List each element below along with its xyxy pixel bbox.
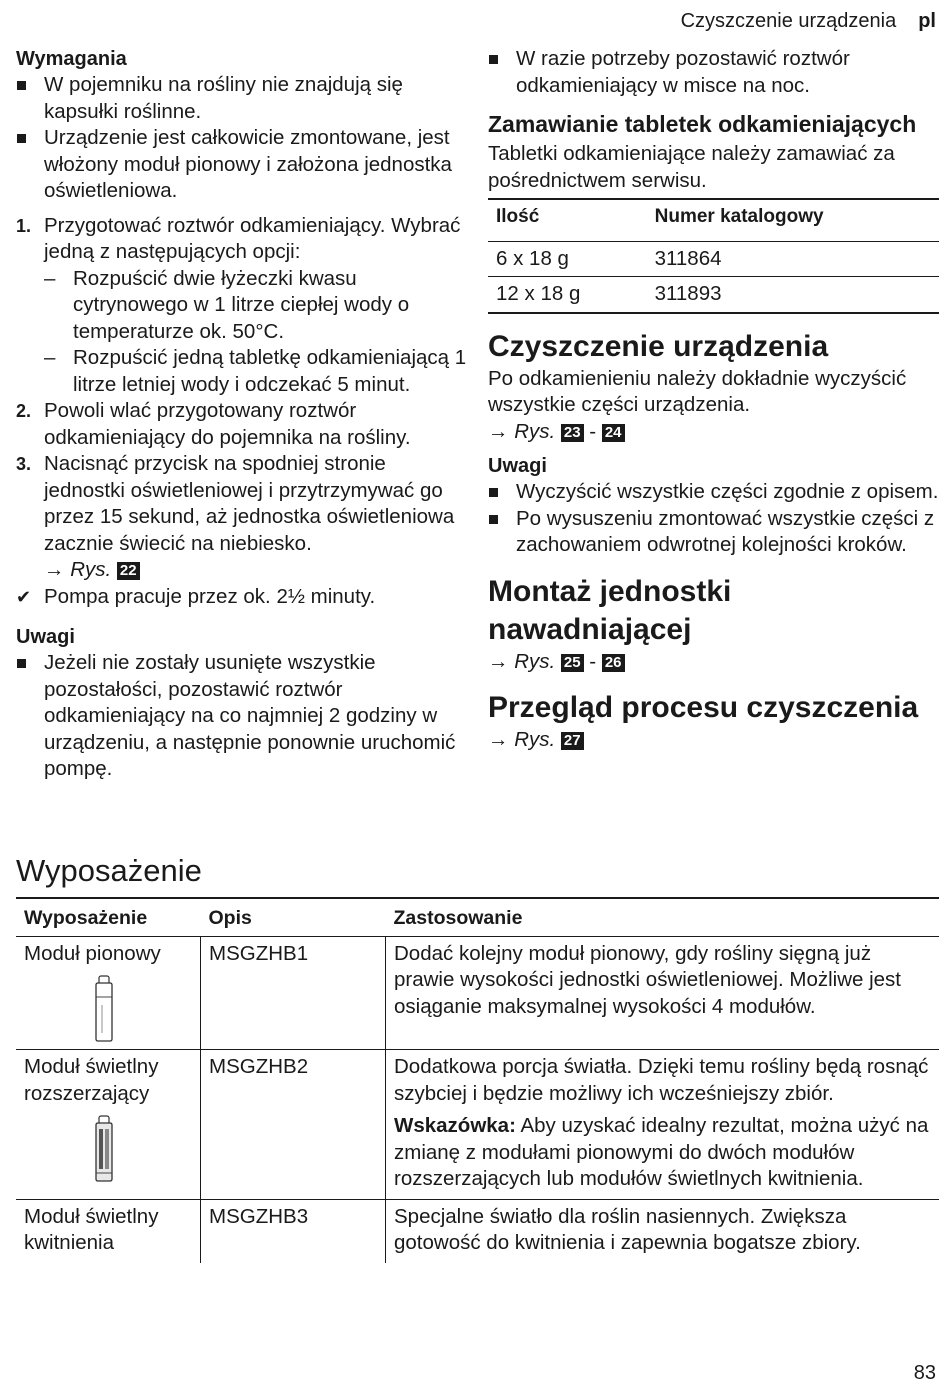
list-item: W razie potrzeby pozostawić roztwór odkamieniający w misce na noc. [488, 46, 939, 99]
figure-reference: → Rys. 22 [44, 557, 468, 584]
step-number: 3. [16, 454, 32, 474]
column-header: Wyposażenie [16, 898, 201, 936]
step-number: 2. [16, 401, 32, 421]
step-text: Powoli wlać przygotowany roztwór odkamieniający do pojemnika na rośliny. [44, 399, 411, 449]
list-item: Po wysuszeniu zmontować wszystkie części z zachowaniem odwrotnej kolejności kroków. [488, 506, 939, 559]
cleaning-text: Po odkamienieniu należy dokładnie wyczyścić wszystkie części urządzenia. [488, 366, 907, 416]
step-1 [16, 213, 468, 399]
notes-list [16, 650, 468, 783]
table-cell: Specjalne światło dla roślin nasiennych. Zwiększa gotowość do kwitnienia i zapewnia bogatsze zbiory. [394, 1204, 861, 1254]
table-cell: MSGZHB3 [201, 1199, 386, 1263]
list-item: Jeżeli nie zostały usunięte wszystkie pozostałości, pozostawić roztwór odkamieniający na co najmniej 2 godziny w urządzeniu, a następnie ponownie uruchomić pompę. [16, 650, 468, 783]
figure-number: 22 [117, 562, 140, 580]
equipment-name: Moduł pionowy [24, 941, 161, 965]
requirements-title: Wymagania [16, 48, 127, 70]
table-row [16, 1199, 939, 1263]
table-row [488, 277, 939, 313]
column-header: Ilość [488, 199, 647, 241]
cleaning-notes-title: Uwagi [488, 455, 547, 477]
options-list [44, 266, 468, 399]
list-item: Wyczyścić wszystkie części zgodnie z opisem. [488, 479, 939, 506]
figure-reference: → Rys. 27 [488, 727, 939, 754]
cleaning-notes-list [488, 479, 939, 559]
review-title: Przegląd procesu czyszczenia [488, 691, 919, 724]
table-cell: 12 x 18 g [488, 277, 647, 313]
figure-number: 25 [561, 654, 584, 672]
column-header: Zastosowanie [386, 898, 940, 936]
table-cell: 311864 [647, 241, 939, 277]
vertical-module-icon [92, 975, 116, 1043]
cleaning-title: Czyszczenie urządzenia [488, 329, 829, 363]
table-cell [16, 936, 201, 1050]
figure-reference: → Rys. 25 - 26 [488, 649, 939, 676]
list-item: – Rozpuścić dwie łyżeczki kwasu cytrynowego w 1 litrze ciepłej wody o temperaturze ok. 50°C. [44, 266, 468, 346]
figure-number: 27 [561, 732, 584, 750]
list-item: W pojemniku na rośliny nie znajdują się kapsułki roślinne. [16, 72, 468, 125]
table-cell: MSGZHB2 [201, 1050, 386, 1200]
step-3 [16, 451, 468, 584]
mounting-title: Montaż jednostki nawadniającej [488, 574, 732, 646]
checkmark-icon: ✔ [16, 586, 32, 607]
requirements-list [16, 72, 468, 205]
step-2 [16, 398, 468, 451]
list-item: – Rozpuścić jedną tabletkę odkamieniającą 1 litrze letniej wody i odczekać 5 minut. [44, 345, 468, 398]
hint-text: Aby uzyskać idealny rezultat, można użyć na zmianę z modułami pionowymi do dwóch modułów rozszerzających lub modułów świetlnych kwitnienia. [394, 1114, 929, 1190]
usage-text: Dodatkowa porcja światła. Dzięki temu rośliny będą rosnąć szybciej i będzie możliwy ich wcześniejszy zbiór. [394, 1055, 929, 1105]
table-row [16, 936, 939, 1050]
table-header-row [488, 199, 939, 241]
light-module-icon [92, 1115, 116, 1183]
table-cell: Dodać kolejny moduł pionowy, gdy rośliny sięgną już prawie wysokości jednostki oświetleniowej. Możliwe jest osiąganie maksymalnej wysokości 4 modułów. [386, 936, 940, 1050]
page-header [681, 8, 936, 35]
overnight-list [488, 46, 939, 99]
equipment-table [16, 897, 939, 1263]
column-header: Numer katalogowy [647, 199, 939, 241]
steps-list [16, 213, 468, 584]
equipment-title: Wyposażenie [16, 853, 202, 888]
table-row [16, 1050, 939, 1200]
figure-number: 26 [602, 654, 625, 672]
table-cell: 311893 [647, 277, 939, 313]
left-column [16, 46, 468, 783]
order-title: Zamawianie tabletek odkamieniających [488, 111, 917, 137]
step-text: Przygotować roztwór odkamieniający. Wybrać jedną z następujących opcji: [44, 213, 461, 263]
equipment-name: Moduł świetlny rozszerzający [24, 1055, 159, 1105]
page-number: 83 [913, 1361, 936, 1384]
column-header: Opis [201, 898, 386, 936]
table-cell: MSGZHB1 [201, 936, 386, 1050]
order-text: Tabletki odkamieniające należy zamawiać za pośrednictwem serwisu. [488, 142, 895, 192]
header-language: pl [918, 10, 936, 32]
result-line [16, 584, 468, 611]
figure-number: 23 [561, 424, 584, 442]
header-section-title: Czyszczenie urządzenia [680, 10, 897, 32]
result-text: Pompa pracuje przez ok. 2½ minuty. [44, 584, 376, 608]
figure-number: 24 [602, 424, 625, 442]
table-cell: Moduł świetlny kwitnienia [16, 1199, 201, 1263]
step-text: Nacisnąć przycisk na spodniej stronie jednostki oświetleniowej i przytrzymywać go przez 15 sekund, aż jednostka oświetleniowa zacznie świecić na niebiesko. [44, 452, 455, 555]
list-item: Urządzenie jest całkowicie zmontowane, jest włożony moduł pionowy i założona jednostka oświetleniowa. [16, 125, 468, 205]
step-number: 1. [16, 215, 32, 236]
table-cell [16, 1050, 201, 1200]
figure-reference: → Rys. 23 - 24 [488, 419, 939, 446]
order-table [488, 198, 939, 314]
notes-title: Uwagi [16, 626, 75, 648]
table-cell [386, 1050, 940, 1200]
table-header-row [16, 898, 939, 936]
hint [394, 1113, 931, 1193]
table-row [488, 241, 939, 277]
right-column [488, 46, 939, 754]
hint-label: Wskazówka: [394, 1114, 516, 1137]
table-cell: 6 x 18 g [488, 241, 647, 277]
